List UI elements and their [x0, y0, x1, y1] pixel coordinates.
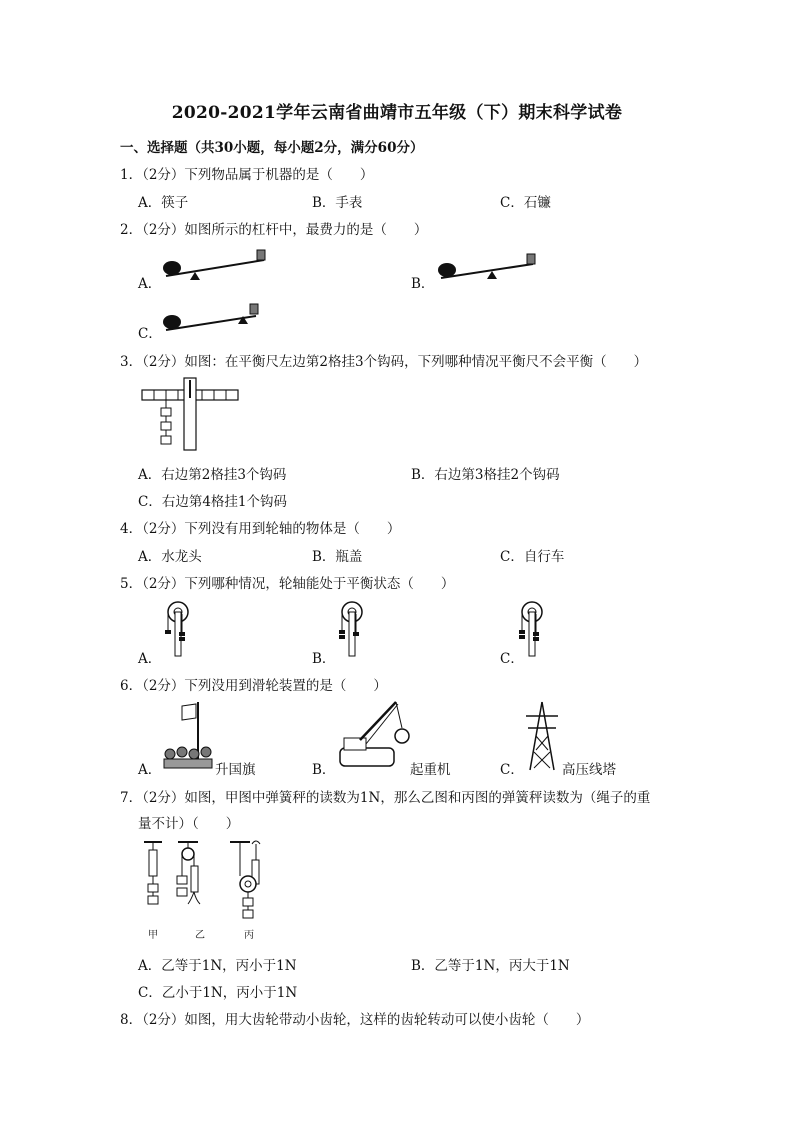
lever-figure-c [160, 296, 270, 336]
question-1-stem: 1．（2分）下列物品属于机器的是（ ） [120, 167, 374, 183]
q3-option-c[interactable]: C．右边第4格挂1个钩码 [138, 494, 288, 510]
q2-option-b[interactable]: B． [411, 276, 435, 292]
figure-label-bing: 丙 [244, 930, 254, 941]
q7-option-b[interactable]: B．乙等于1N，丙大于1N [411, 958, 570, 974]
q5-option-a[interactable]: A． [138, 651, 162, 667]
crane-figure [338, 698, 416, 770]
lever-figure-b [435, 248, 545, 284]
caption-pylon: 高压线塔 [562, 762, 616, 778]
q6-option-c[interactable]: C． [500, 762, 524, 778]
q5-option-b[interactable]: B． [312, 651, 336, 667]
balance-ruler-figure [142, 378, 242, 452]
spring-scale-figures [140, 840, 280, 922]
caption-crane: 起重机 [410, 762, 451, 778]
question-6-stem: 6．（2分）下列没用到滑轮装置的是（ ） [120, 678, 387, 694]
pylon-figure [522, 702, 562, 774]
q2-option-c[interactable]: C． [138, 326, 162, 342]
lever-figure-a [160, 246, 280, 286]
caption-flag-raising: 升国旗 [215, 762, 256, 778]
q2-option-a[interactable]: A． [138, 276, 162, 292]
question-7-stem-line2: 量不计）（ ） [138, 816, 240, 832]
question-3-stem: 3．（2分）如图：在平衡尺左边第2格挂3个钩码，下列哪种情况平衡尺不会平衡（ ） [120, 354, 648, 370]
q4-option-a[interactable]: A．水龙头 [138, 549, 202, 565]
q6-option-b[interactable]: B． [312, 762, 336, 778]
q4-option-c[interactable]: C．自行车 [500, 549, 565, 565]
q4-option-b[interactable]: B．瓶盖 [312, 549, 363, 565]
q3-option-a[interactable]: A．右边第2格挂3个钩码 [138, 467, 287, 483]
flag-raising-figure [160, 700, 216, 772]
question-4-stem: 4．（2分）下列没有用到轮轴的物体是（ ） [120, 521, 401, 537]
question-8-stem: 8．（2分）如图，用大齿轮带动小齿轮，这样的齿轮转动可以使小齿轮（ ） [120, 1012, 590, 1028]
q1-option-b[interactable]: B．手表 [312, 195, 363, 211]
q1-option-a[interactable]: A．筷子 [138, 195, 189, 211]
figure-label-jia: 甲 [148, 930, 158, 941]
q7-option-c[interactable]: C．乙小于1N，丙小于1N [138, 985, 298, 1001]
question-7-stem-line1: 7．（2分）如图，甲图中弹簧秤的读数为1N，那么乙图和丙图的弹簧秤读数为（绳子的重 [120, 790, 651, 806]
wheel-axle-figure-b [332, 600, 372, 660]
q3-option-b[interactable]: B．右边第3格挂2个钩码 [411, 467, 560, 483]
q1-option-c[interactable]: C．石镰 [500, 195, 551, 211]
question-5-stem: 5．（2分）下列哪种情况，轮轴能处于平衡状态（ ） [120, 576, 455, 592]
q5-option-c[interactable]: C． [500, 651, 524, 667]
wheel-axle-figure-a [158, 600, 198, 660]
section-heading: 一、选择题（共30小题，每小题2分，满分60分） [120, 140, 424, 156]
figure-label-yi: 乙 [195, 930, 205, 941]
question-2-stem: 2．（2分）如图所示的杠杆中，最费力的是（ ） [120, 222, 428, 238]
q7-option-a[interactable]: A．乙等于1N，丙小于1N [138, 958, 297, 974]
q6-option-a[interactable]: A． [138, 762, 162, 778]
page-title: 2020-2021学年云南省曲靖市五年级（下）期末科学试卷 [171, 103, 623, 123]
